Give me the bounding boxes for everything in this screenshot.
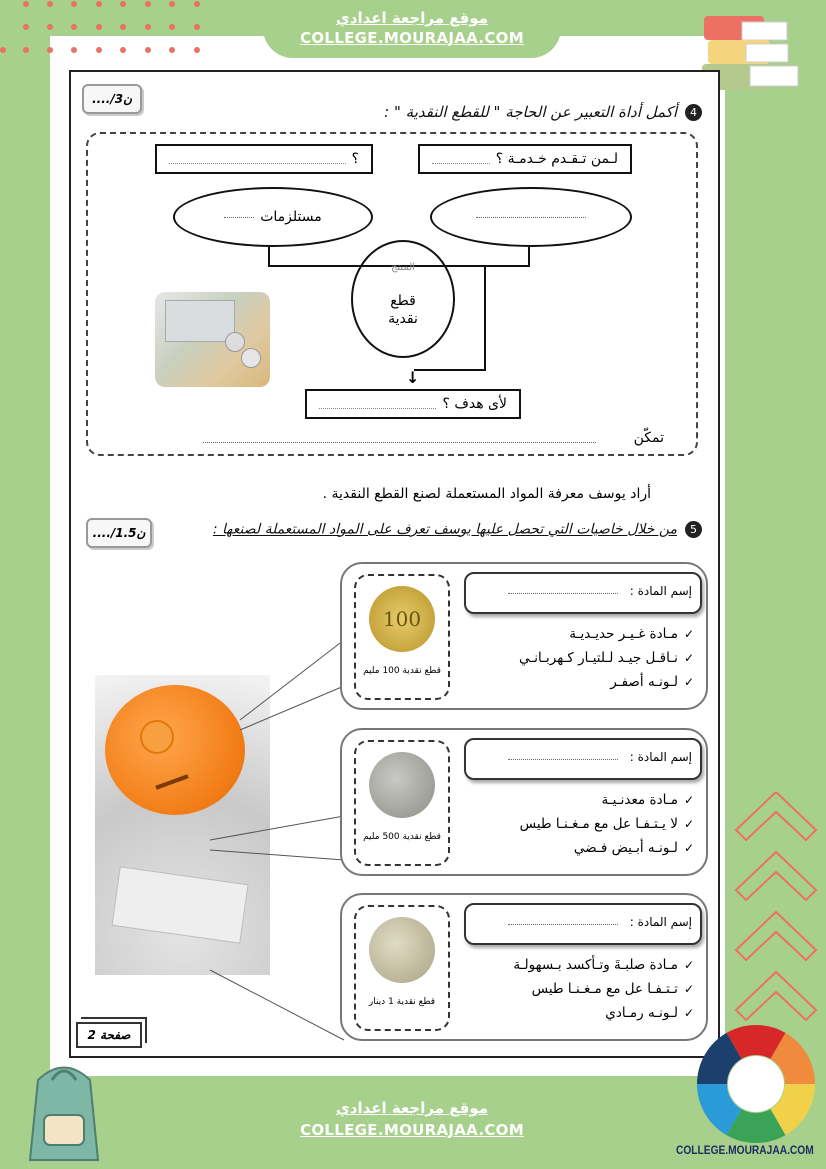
arrow-down-icon: ↓: [406, 368, 420, 387]
coin-box: قطع نقدية 500 مليم: [354, 740, 450, 866]
question-5-title: 5من خلال خاصيات التي تحصل عليها يوسف تعرف على المواد المستعملة لصنعها :: [213, 521, 702, 538]
product-circle: المنتج قطع نقدية: [351, 240, 455, 358]
coin-box: قطع نقدية 1 دينار: [354, 905, 450, 1031]
banner-arabic: موقع مراجعة اعدادي: [336, 9, 488, 27]
material-name-field[interactable]: إسم المادة :: [464, 738, 702, 780]
page-number-label: صفحة 2: [76, 1022, 142, 1048]
box-for-whom[interactable]: لـمن تـقـدم خـدمـة ؟: [418, 144, 632, 174]
coin-1-dinar-image: [369, 917, 435, 983]
box-for-what-purpose[interactable]: لأى هدف ؟: [305, 389, 521, 419]
intro-text: أراد يوسف معرفة المواد المستعملة لصنع القطع النقدية .: [322, 486, 651, 502]
coin-card-500: [340, 728, 708, 876]
enables-label: تمكّن: [633, 430, 664, 446]
coin-box: 100 قطع نقدية 100 مليم: [354, 574, 450, 700]
score-box-q5: ..../1.5ن: [86, 518, 152, 548]
banner-url[interactable]: COLLEGE.MOURAJAA.COM: [300, 29, 524, 47]
question-4-title: 4أكمل أداة التعبير عن الحاجة " للقطع النقدية " :: [384, 103, 702, 121]
logo-caption: COLLEGE.MOURAJAA.COM: [676, 1143, 814, 1157]
box-answer-left[interactable]: ؟: [155, 144, 373, 174]
properties-list: ✓مـادة صلبـةَ وتـأكسد بـسهولـة ✓تـتـفـا عل مع مـغـنـا طيس ✓لـونـه رمـادي: [513, 957, 694, 1021]
coin-100-image: 100: [369, 586, 435, 652]
score-box-q4: ..../3ن: [82, 84, 142, 114]
banner-arabic: موقع مراجعة اعدادي: [336, 1099, 488, 1117]
properties-list: ✓مـادة غـيـر حديـديـة ✓نـاقـل جيـد لـلتيـار كـهربـانـي ✓لـونـه أصفـر: [519, 626, 694, 690]
properties-list: ✓مـادة معدنـيـة ✓لا يـتـفـا عل مع مـغـنـا طيس ✓لـونـه أبـيض فـضي: [519, 792, 694, 856]
material-name-field[interactable]: إسم المادة :: [464, 572, 702, 614]
coin-card-100: [340, 562, 708, 710]
coin-card-1-dinar: [340, 893, 708, 1041]
backpack-icon: [18, 1060, 110, 1165]
site-logo-wheel: [696, 1024, 816, 1144]
bottom-banner[interactable]: [263, 1078, 561, 1148]
coin-500-image: [369, 752, 435, 818]
banner-url[interactable]: COLLEGE.MOURAJAA.COM: [300, 1121, 524, 1139]
ellipse-requirements[interactable]: مستلزمات: [173, 187, 373, 247]
chevron-up-decorations: [734, 792, 826, 1032]
material-name-field[interactable]: إسم المادة :: [464, 903, 702, 945]
